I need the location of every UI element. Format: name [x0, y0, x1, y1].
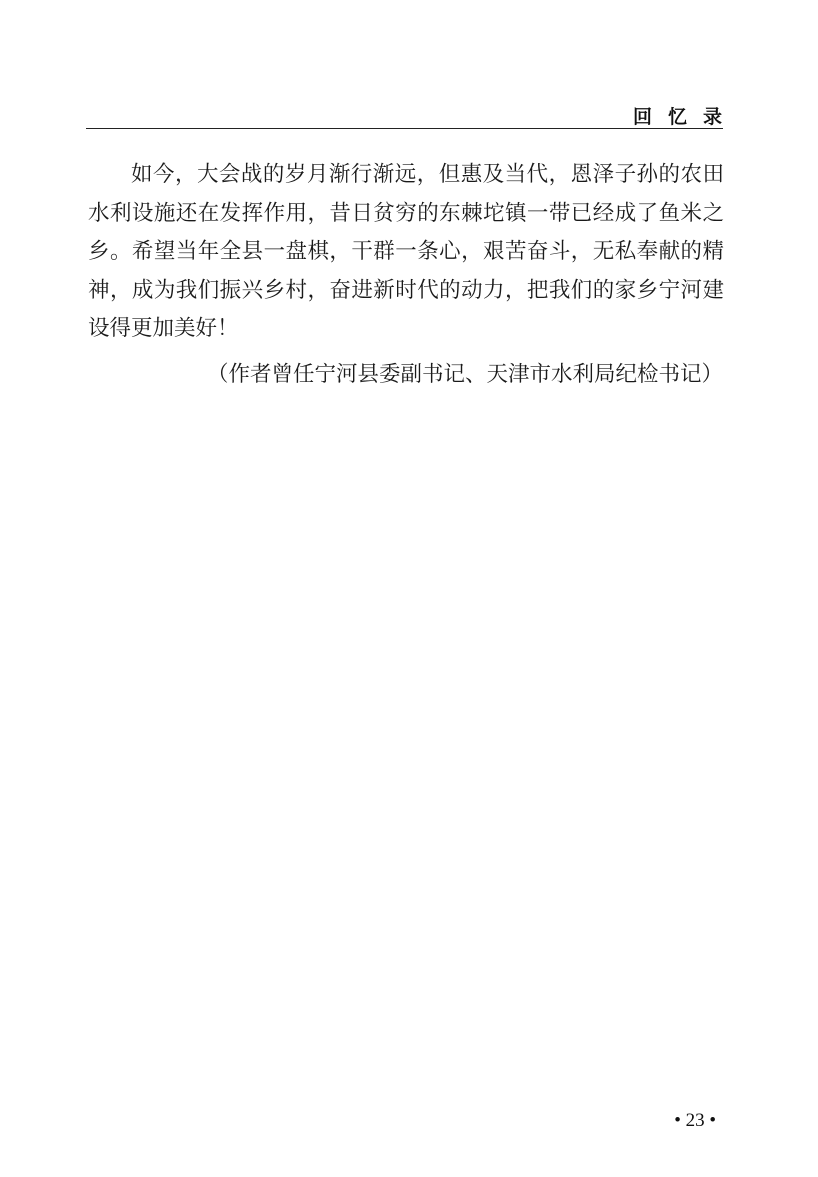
header-divider [86, 128, 723, 129]
author-attribution: （作者曾任宁河县委副书记、天津市水利局纪检书记） [206, 362, 723, 387]
body-text [88, 156, 724, 349]
page-number: • 23 • [674, 1110, 716, 1131]
running-header-title: 回忆录 [632, 106, 738, 128]
paragraph: 如今，大会战的岁月渐行渐远，但惠及当代，恩泽子孙的农田水利设施还在发挥作用，昔日贫穷的东棘坨镇一带已经成了鱼米之乡。希望当年全县一盘棋，干群一条心，艰苦奋斗，无私奉献的精神，成为我们振兴乡村，奋进新时代的动力，把我们的家乡宁河建设得更加美好！ [88, 162, 724, 341]
